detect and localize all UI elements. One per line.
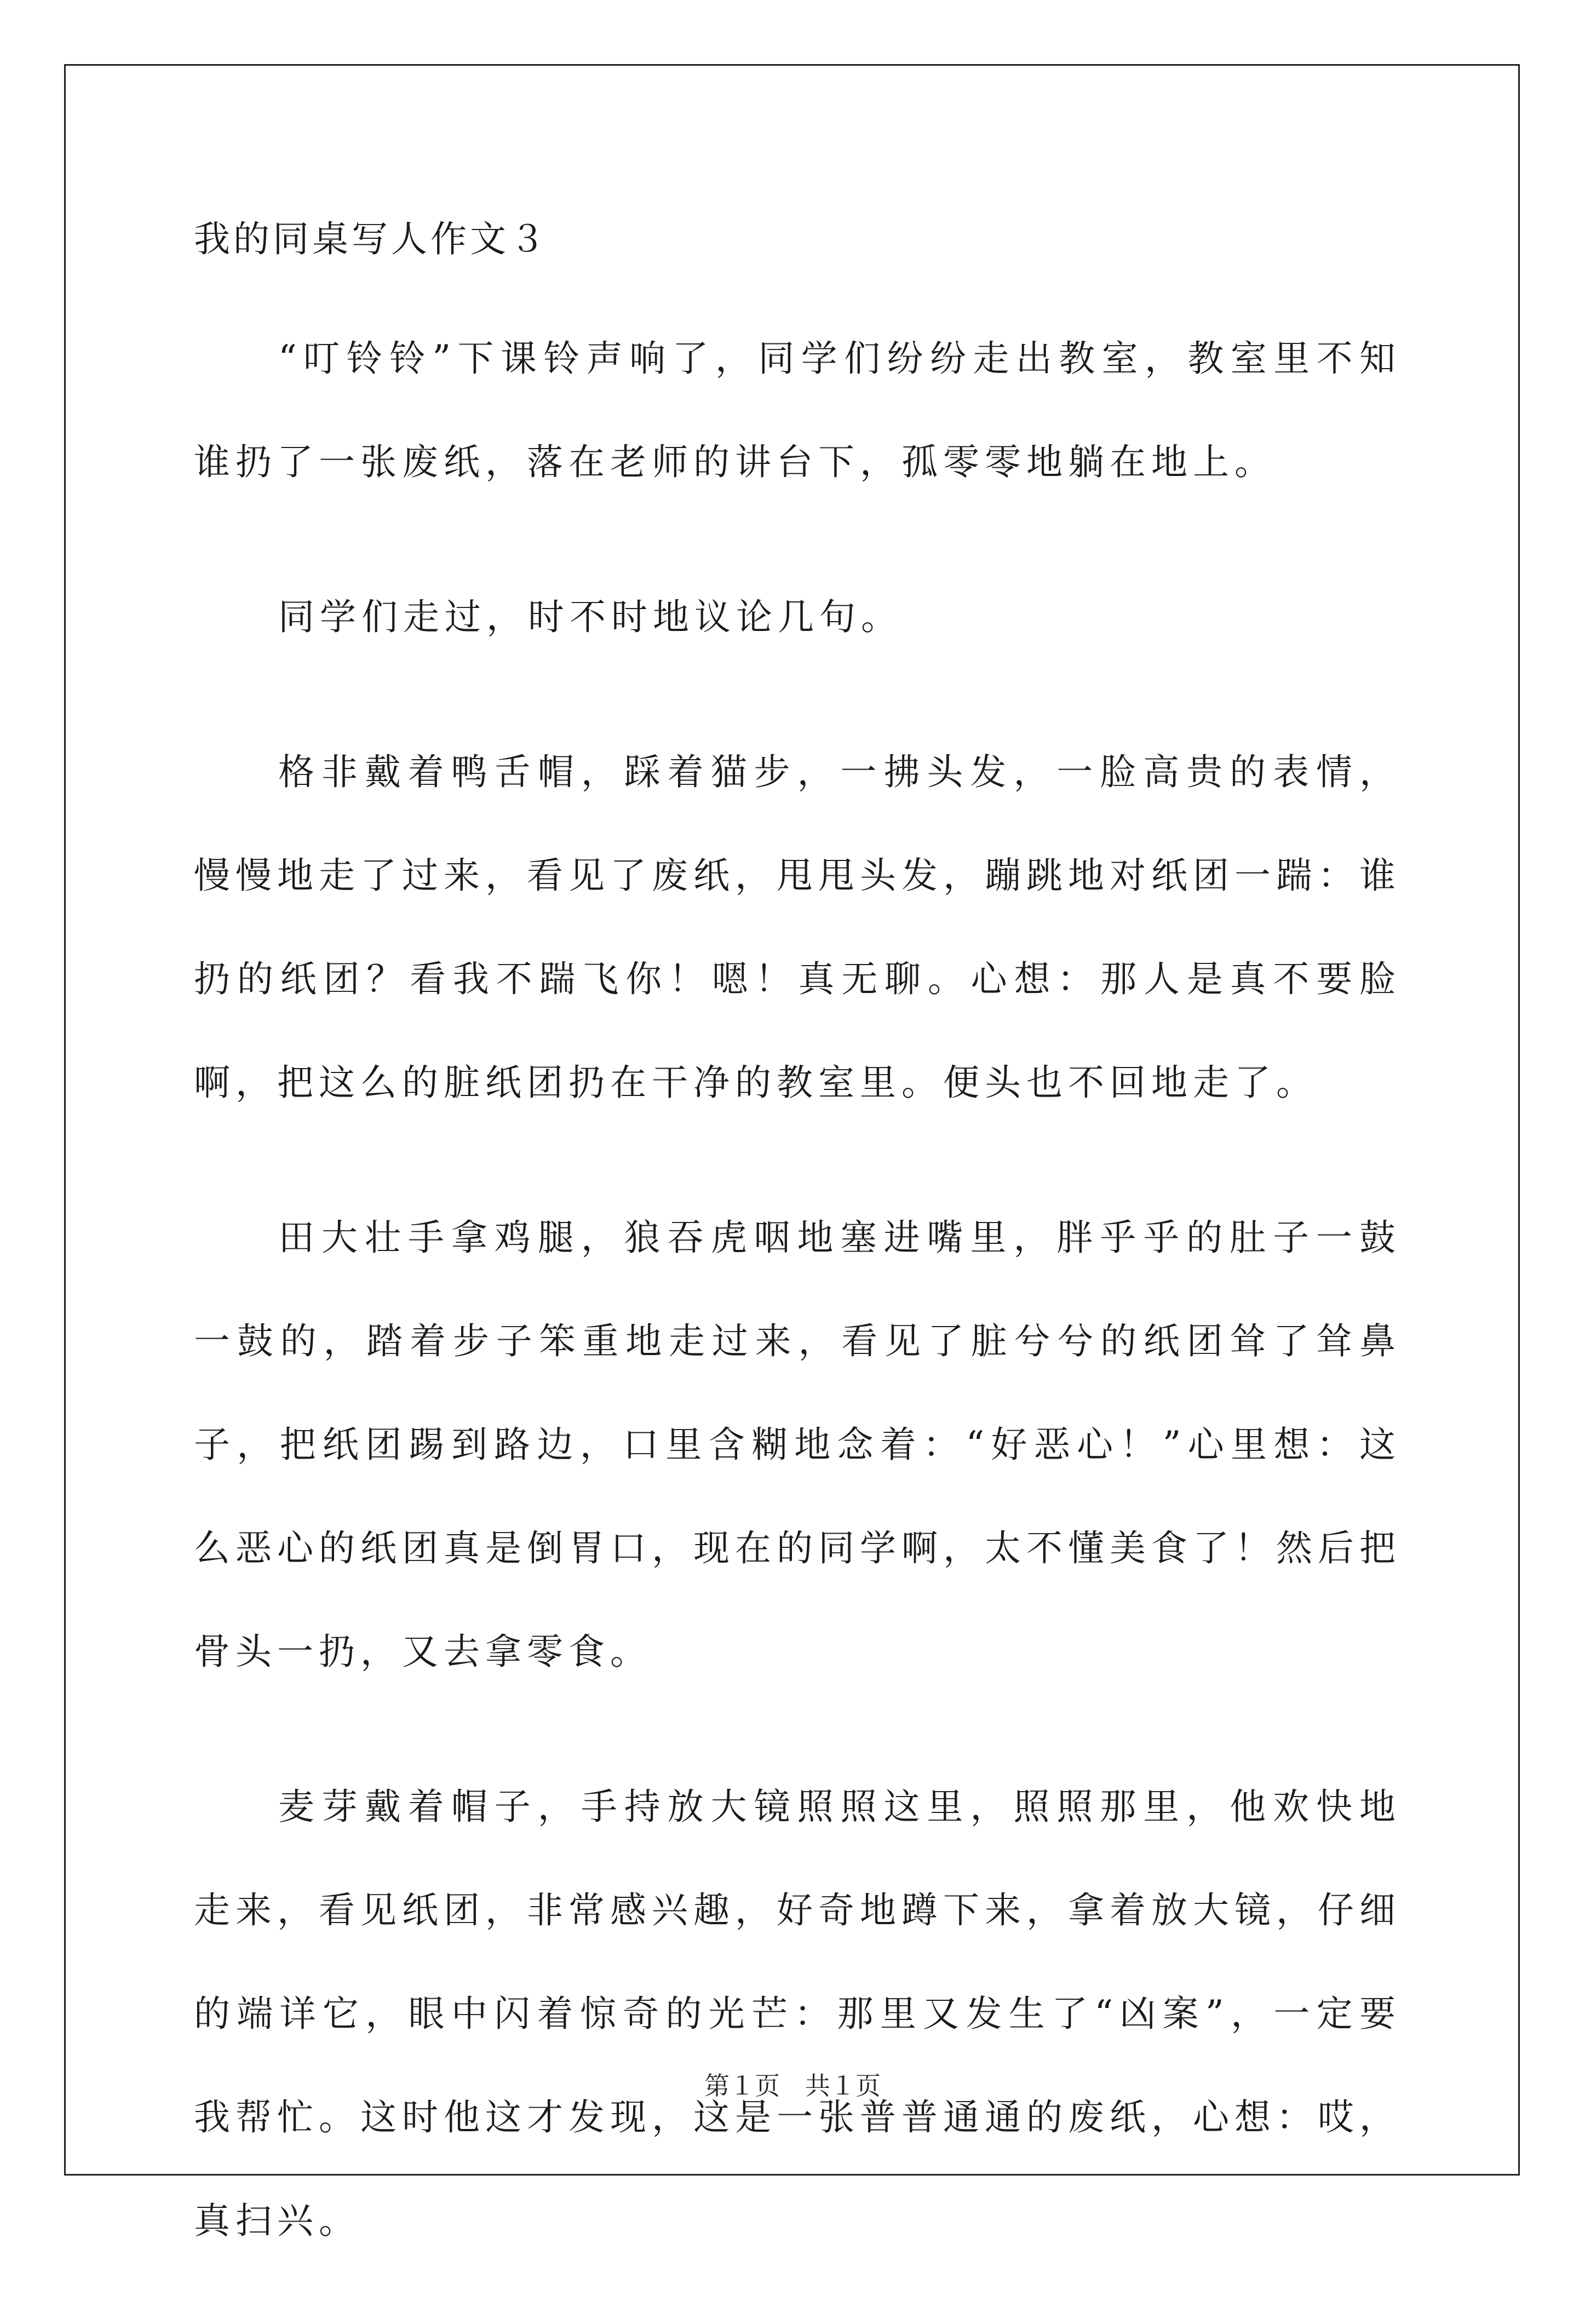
page-footer: 第１页 共１页 (704, 2071, 881, 2101)
paragraph-4: 田大壮手拿鸡腿，狼吞虎咽地塞进嘴里，胖乎乎的肚子一鼓一鼓的，踏着步子笨重地走过来，看见了脏兮兮的纸团耸了耸鼻子，把纸团踢到路边，口里含糊地念着：“好恶心！”心里想：这么恶心的纸团真是倒胃口，现在的同学啊，太不懂美食了！然后把骨头一扔，又去拿零食。 (194, 1216, 1401, 1673)
paragraph-5: 麦芽戴着帽子，手持放大镜照照这里，照照那里，他欢快地走来，看见纸团，非常感兴趣，好奇地蹲下来，拿着放大镜，仔细的端详它，眼中闪着惊奇的光芒：那里又发生了“凶案”，一定要我帮忙。这时他这才发现，这是一张普普通通的废纸，心想：哎，真扫兴。 (194, 1786, 1401, 2242)
document-content (194, 214, 1401, 2324)
paragraph-3: 格非戴着鸭舌帽，踩着猫步，一拂头发，一脸高贵的表情，慢慢地走了过来，看见了废纸，甩甩头发，蹦跳地对纸团一踹：谁扔的纸团？看我不踹飞你！嗯！真无聊。心想：那人是真不要脸啊，把这么的脏纸团扔在干净的教室里。便头也不回地走了。 (194, 751, 1401, 1104)
paragraph-2: 同学们走过，时不时地议论几句。 (278, 596, 903, 638)
document-title: 我的同桌写人作文３ (194, 218, 549, 260)
document-body (194, 307, 1401, 2273)
paragraph-1: “叮铃铃”下课铃声响了，同学们纷纷走出教室，教室里不知谁扔了一张废纸，落在老师的讲台下，孤零零地躺在地上。 (194, 337, 1401, 483)
